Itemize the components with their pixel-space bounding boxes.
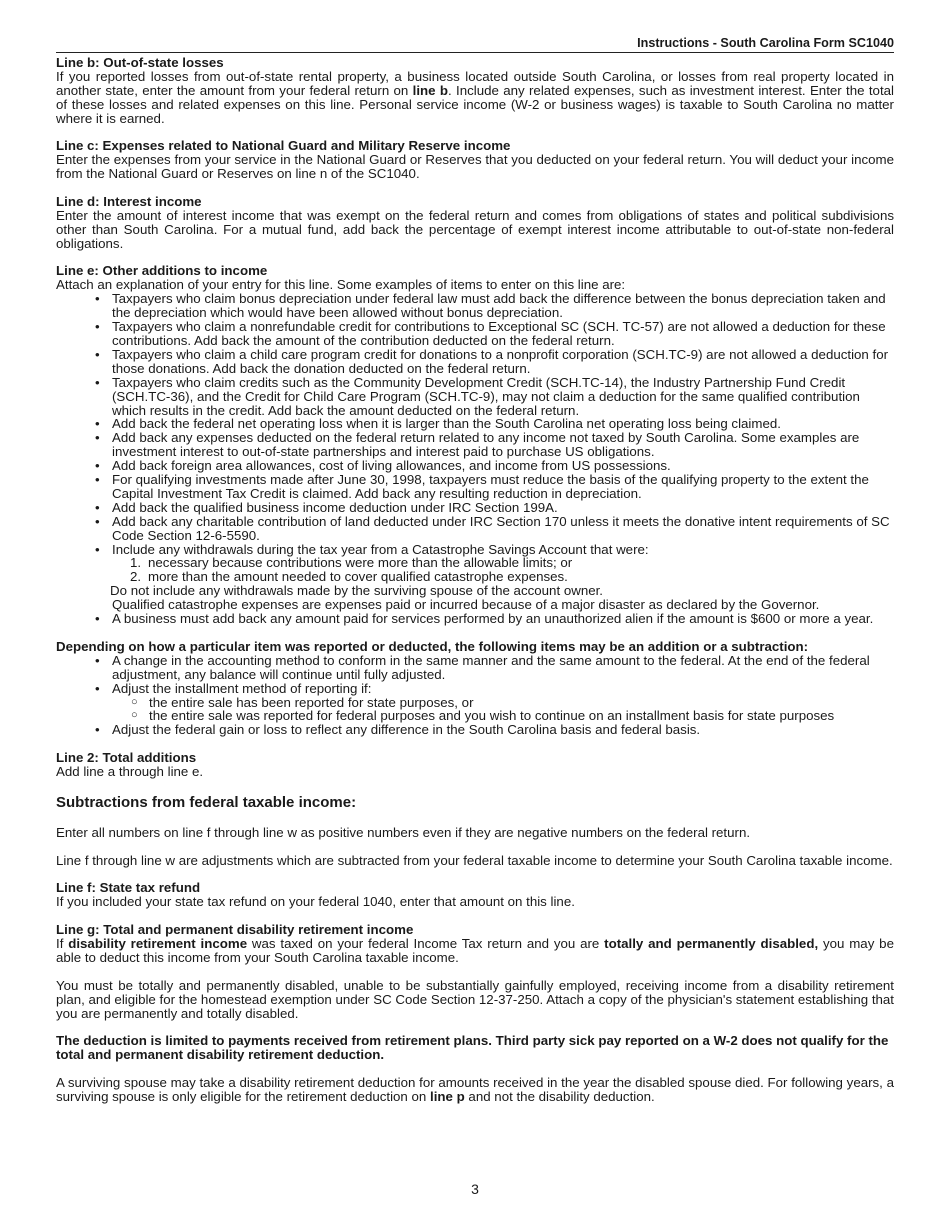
list-item: • Taxpayers who claim credits such as the Community Development Credit (SCH.TC-14), the Industry Partnership Fund Credit (SCH.TC-36), and the Credit for Child Care Program (SCH.TC-9), may not claim a deduction for the same qualified contribution which results in the credit. Add back the amount deducted on the federal return. bbox=[112, 376, 894, 418]
section-paragraph: Add line a through line e. bbox=[56, 764, 204, 780]
section-line-b bbox=[56, 56, 894, 126]
list-item-installment: • Adjust the installment method of reporting if: ○ the entire sale has been reported for state purposes, or ○ the entire sale was reported for federal purposes and you wish to continue on an installment basis for state purposes bbox=[112, 682, 894, 724]
list-item: • Taxpayers who claim a nonrefundable credit for contributions to Exceptional SC (SCH. TC-57) are not allowed a deduction for these contributions. Add back the amount of the contribution deducted on the federal return. bbox=[112, 320, 894, 348]
document-page bbox=[56, 37, 894, 1104]
additions-list bbox=[56, 292, 894, 626]
section-line-d bbox=[56, 195, 894, 251]
list-item: • Add back any expenses deducted on the federal return related to any income not taxed by South Carolina. Some examples are investment interest to out-of-state partnerships and interest paid to purchase US obligations. bbox=[112, 431, 894, 459]
section-depending bbox=[56, 640, 894, 737]
list-item: • Add back the qualified business income deduction under IRC Section 199A. bbox=[112, 501, 894, 515]
section-heading: Line c: Expenses related to National Guard and Military Reserve income bbox=[56, 138, 511, 154]
list-item: • Add back any charitable contribution of land deducted under IRC Section 170 unless it meets the donative intent requirements of SC Code Section 12-6-5590. bbox=[112, 515, 894, 543]
section-heading: Line d: Interest income bbox=[56, 193, 202, 209]
section-paragraph-bold: The deduction is limited to payments received from retirement plans. Third party sick pay reported on a W-2 does not qualify for the total and permanent disability retirement deduction. bbox=[56, 1033, 889, 1063]
sub-list-item: ○ the entire sale has been reported for state purposes, or bbox=[149, 696, 894, 710]
list-item: • Add back foreign area allowances, cost of living allowances, and income from US possessions. bbox=[112, 459, 894, 473]
list-item-catastrophe: • Include any withdrawals during the tax year from a Catastrophe Savings Account that were: 1. necessary because contributions were more than the allowable limits; or 2. more than the amount needed to cover qualified catastrophe expenses. Do not include any withdrawals made by the surviving spouse of the account owner. Qualified catastrophe expenses are expenses paid or incurred because of a major disaster as declared by the Governor. bbox=[112, 543, 894, 613]
section-heading: Line f: State tax refund bbox=[56, 880, 201, 896]
section-paragraph: Enter the amount of interest income that was exempt on the federal return and comes from obligations of states and political subdivisions other than South Carolina. For a mutual fund, add back the percentage of exempt interest income attributable to out-of-state non-federal obligations. bbox=[56, 207, 894, 251]
sub-list-item: 2. more than the amount needed to cover qualified catastrophe expenses. bbox=[130, 569, 568, 585]
section-paragraph: Enter all numbers on line f through line w as positive numbers even if they are negative numbers on the federal return. bbox=[56, 824, 751, 840]
catastrophe-note: Do not include any withdrawals made by the surviving spouse of the account owner. bbox=[110, 583, 604, 599]
list-item: • Add back the federal net operating loss when it is larger than the South Carolina net operating loss being claimed. bbox=[112, 417, 894, 431]
list-item: • Taxpayers who claim bonus depreciation under federal law must add back the difference between the bonus depreciation taken and the depreciation which would have been allowed without bonus depreciation. bbox=[112, 292, 894, 320]
section-title: Subtractions from federal taxable income: bbox=[56, 793, 357, 811]
section-paragraph: A surviving spouse may take a disability retirement deduction for amounts received in the year the disabled spouse died. For following years, a surviving spouse is only eligible for the retirement deduction on line p and not the disability deduction. bbox=[56, 1075, 894, 1104]
section-subtractions bbox=[56, 794, 894, 868]
section-heading: Line 2: Total additions bbox=[56, 750, 197, 766]
list-item: • A business must add back any amount paid for services performed by an unauthorized alien if the amount is $600 or more a year. bbox=[112, 612, 894, 626]
section-heading: Line g: Total and permanent disability retirement income bbox=[56, 922, 414, 938]
section-paragraph: You must be totally and permanently disabled, unable to be substantially gainfully employed, receiving income from a disability retirement plan, and eligible for the homestead exemption under SC Code Section 12-37-250. Attach a copy of the physician's statement establishing that you are permanently and totally disabled. bbox=[56, 977, 894, 1021]
section-line-2 bbox=[56, 751, 894, 779]
installment-sublist bbox=[112, 696, 894, 724]
section-paragraph: If you included your state tax refund on your federal 1040, enter that amount on this line. bbox=[56, 894, 575, 910]
section-line-e bbox=[56, 264, 894, 626]
sub-list-item: 1. necessary because contributions were more than the allowable limits; or bbox=[130, 555, 573, 571]
list-item: • Adjust the federal gain or loss to reflect any difference in the South Carolina basis and federal basis. bbox=[112, 723, 894, 737]
catastrophe-note: Qualified catastrophe expenses are expenses paid or incurred because of a major disaster as declared by the Governor. bbox=[112, 597, 820, 613]
section-line-g bbox=[56, 923, 894, 1104]
section-paragraph: If disability retirement income was taxed on your federal Income Tax return and you are totally and permanently disabled, you may be able to deduct this income from your South Carolina taxable income. bbox=[56, 936, 894, 965]
section-line-c bbox=[56, 139, 894, 181]
section-paragraph: Line f through line w are adjustments which are subtracted from your federal taxable income to determine your South Carolina taxable income. bbox=[56, 852, 893, 868]
running-header: Instructions - South Carolina Form SC1040 bbox=[56, 37, 894, 53]
section-intro: Attach an explanation of your entry for this line. Some examples of items to enter on this line are: bbox=[56, 277, 626, 293]
depending-list bbox=[56, 654, 894, 737]
catastrophe-sublist bbox=[112, 556, 894, 584]
section-line-f bbox=[56, 881, 894, 909]
page-number: 3 bbox=[471, 1181, 479, 1197]
section-paragraph: If you reported losses from out-of-state rental property, a business located outside South Carolina, or losses from real property located in another state, enter the amount from your federal return on line b. Include any related expenses, such as investment interest. Enter the total of these losses and related expenses on this line. Personal service income (W-2 or business wages) is taxable to South Carolina no matter where it is earned. bbox=[56, 68, 894, 126]
list-item: • A change in the accounting method to conform in the same manner and the same amount to the federal. At the end of the federal adjustment, any balance will continue until fully adjusted. bbox=[112, 654, 894, 682]
section-heading: Depending on how a particular item was reported or deducted, the following items may be an addition or a subtraction: bbox=[56, 638, 809, 654]
section-heading: Line b: Out-of-state losses bbox=[56, 54, 224, 70]
sub-list-item: ○ the entire sale was reported for federal purposes and you wish to continue on an installment basis for state purposes bbox=[149, 709, 894, 723]
section-heading: Line e: Other additions to income bbox=[56, 263, 268, 279]
section-paragraph: Enter the expenses from your service in the National Guard or Reserves that you deducted on your federal return. You will deduct your income from the National Guard or Reserves on line n of the SC1040. bbox=[56, 152, 894, 182]
list-item: • Taxpayers who claim a child care program credit for donations to a nonprofit corporation (SCH.TC-9) are not allowed a deduction for those donations. Add back the donation deducted on the federal return. bbox=[112, 348, 894, 376]
list-item: • For qualifying investments made after June 30, 1998, taxpayers must reduce the basis of the qualifying property to the extent the Capital Investment Tax Credit is claimed. Add back any resulting reduction in depreciation. bbox=[112, 473, 894, 501]
